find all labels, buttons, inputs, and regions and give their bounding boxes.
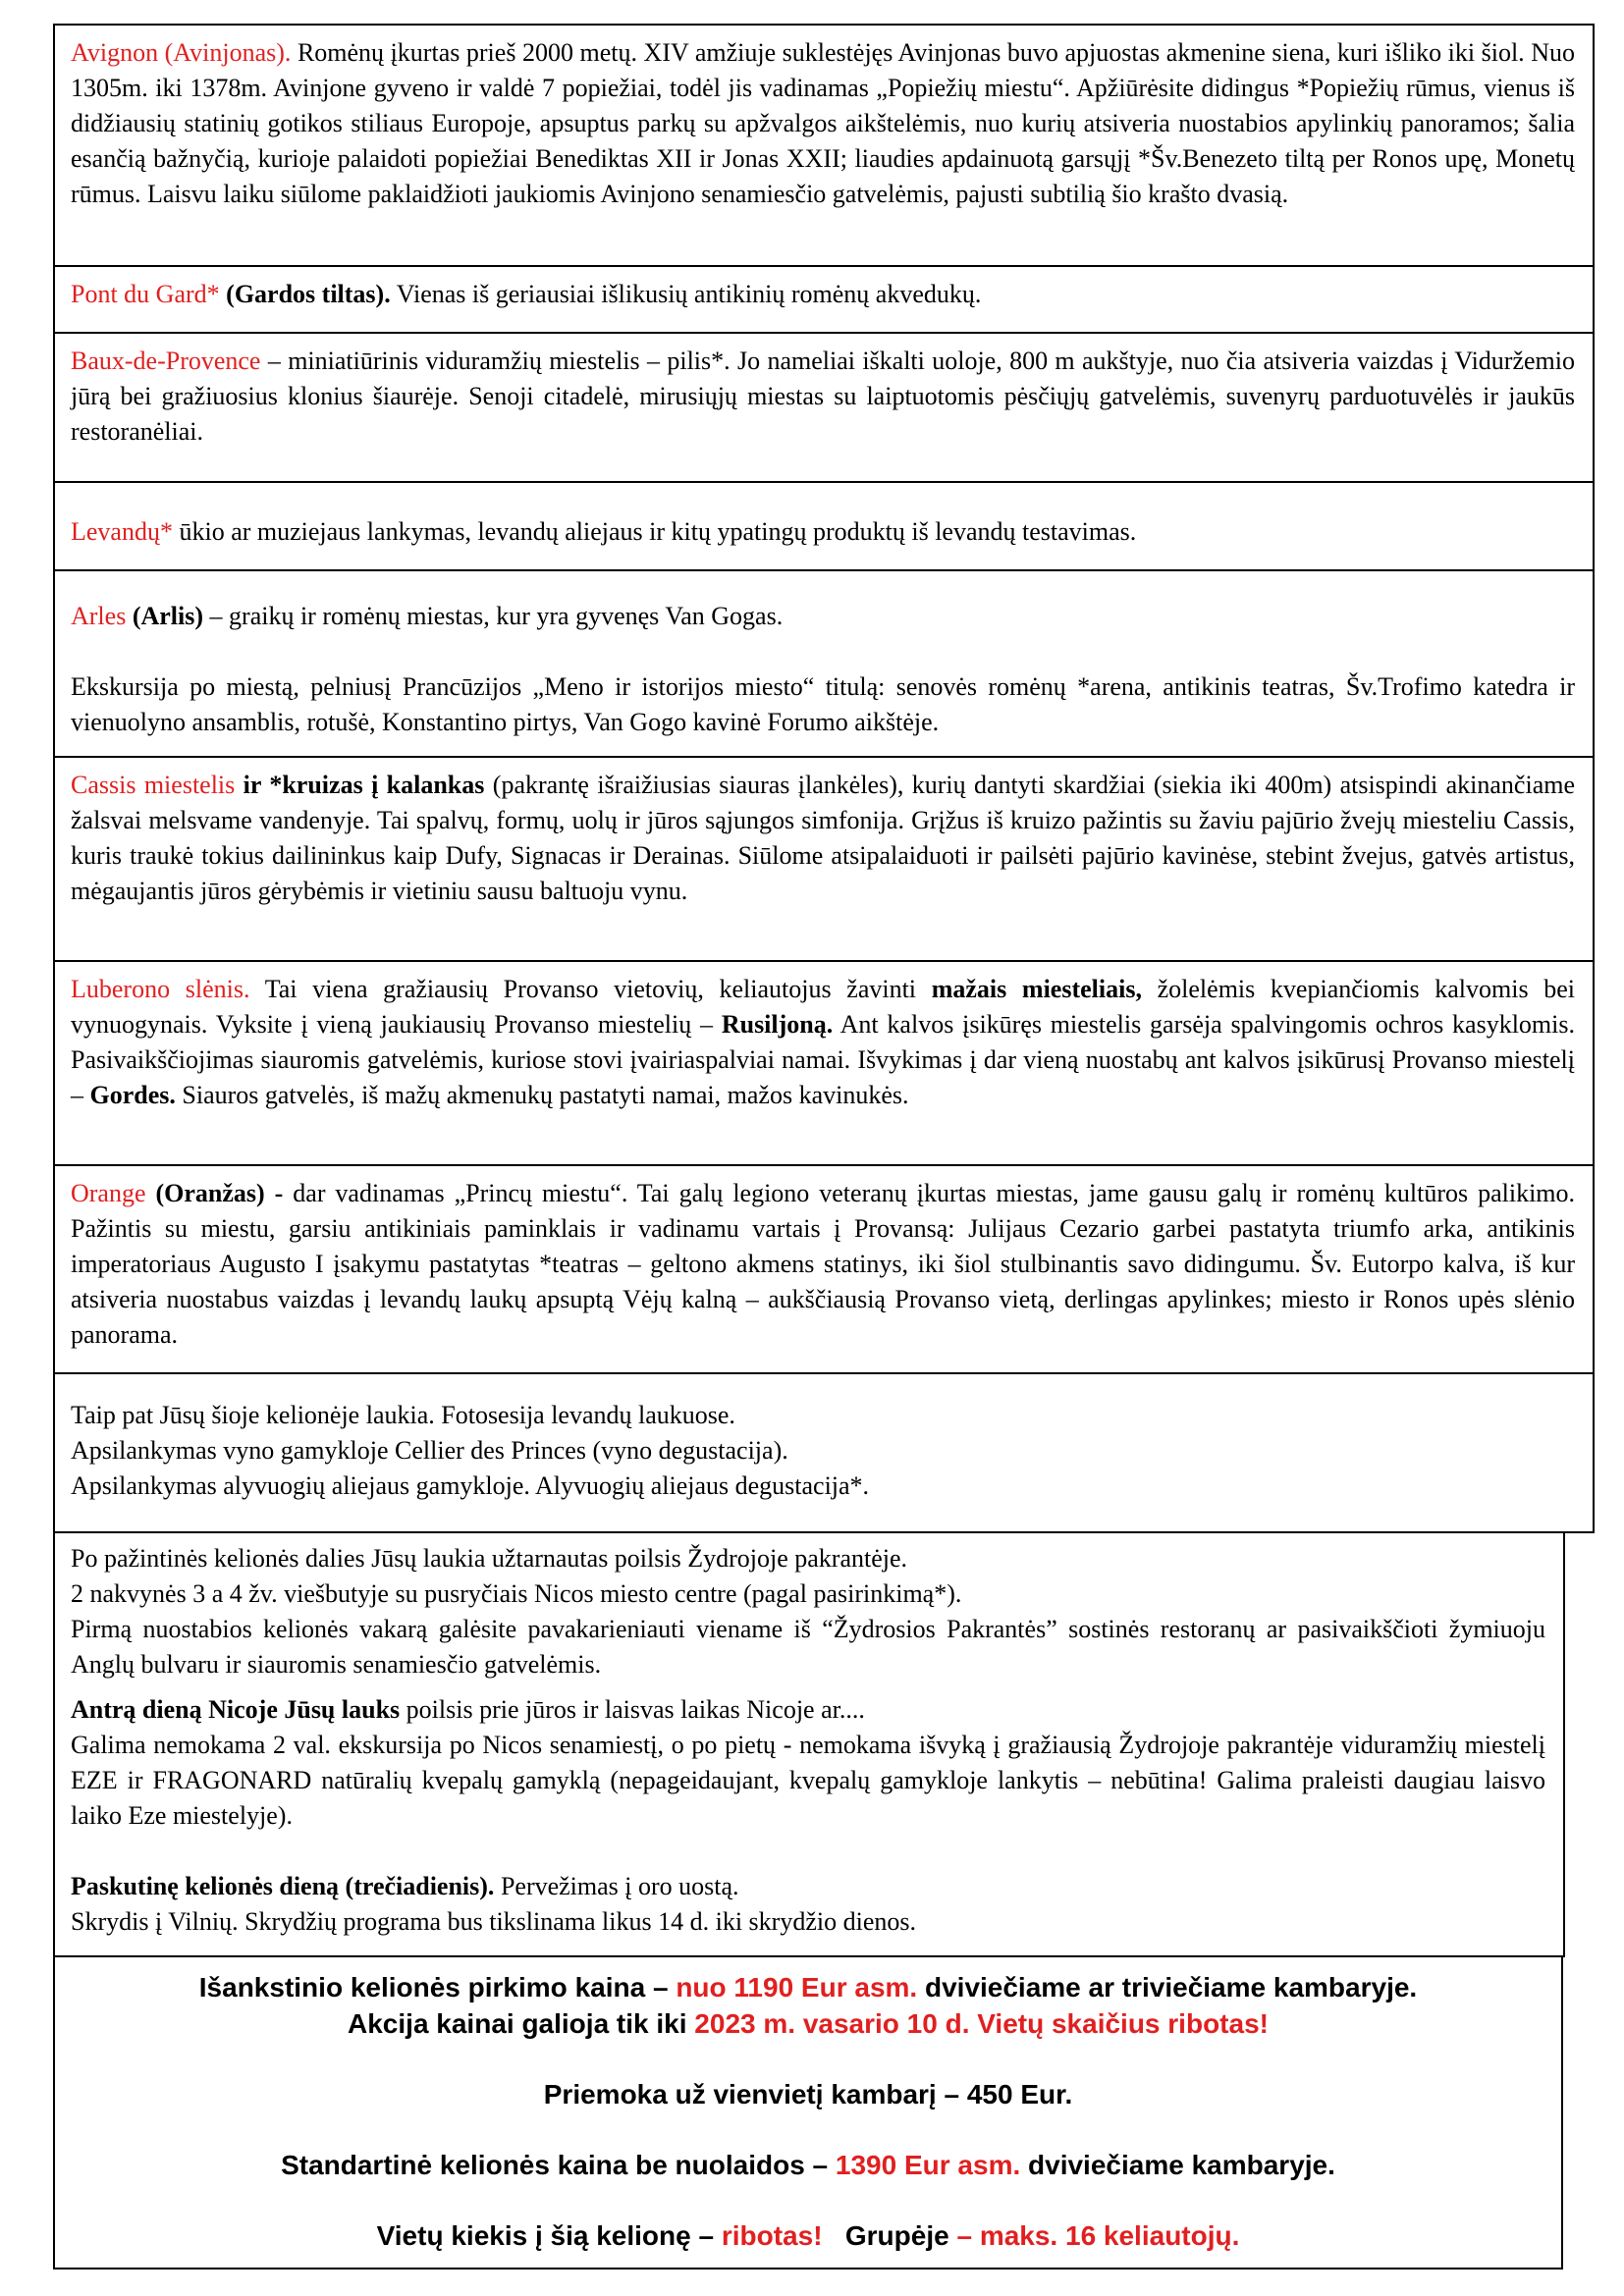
nice-last-day <box>71 1869 1545 1904</box>
nice-flight-info: Skrydis į Vilnių. Skrydžių programa bus tikslinama likus 14 d. iki skrydžio dienos. <box>71 1907 916 1936</box>
nice-last-day-text: Pervežimas į oro uostą. <box>500 1872 739 1900</box>
section-arles <box>53 569 1595 758</box>
single-room-supplement: Priemoka už vienvietį kambarį – 450 Eur. <box>543 2079 1073 2109</box>
orange-subtitle: (Oranžas) - <box>155 1179 284 1207</box>
arles-paragraph <box>71 599 1575 634</box>
section-luberon <box>53 960 1595 1166</box>
early-price-label: Išankstinio kelionės pirkimo kaina – <box>198 1972 669 2002</box>
section-avignon <box>53 24 1595 267</box>
standard-price-value: 1390 Eur asm. <box>835 2150 1021 2180</box>
places-limited: ribotas! <box>721 2220 823 2251</box>
nice-line-1: Po pažintinės kelionės dalies Jūsų laukia užtarnautas poilsis Žydrojoje pakrantėje. <box>71 1544 908 1573</box>
orange-title: Orange <box>71 1179 146 1207</box>
places-label: Vietų kiekis į šią kelionę – <box>376 2220 715 2251</box>
luberon-bold-b: Rusiljoną. <box>721 1010 834 1039</box>
arles-excursion-text: Ekskursija po miestą, pelniusį Prancūzijos „Meno ir istorijos miesto“ titulą: senovės romėnų *arena, antikinis teatras, Šv.Trofimo katedra ir vienuolyno ansamblis, rotušė, Konstantino pirtys, Van Gogo kavinė Forumo aikštėje. <box>71 672 1575 736</box>
early-price-value: nuo 1190 Eur asm. <box>676 1972 918 2002</box>
early-price-room: dviviečiame ar triviečiame kambaryje. <box>924 1972 1418 2002</box>
nice-day-two-detail: Galima nemokama 2 val. ekskursija po Nicos senamiestį, o po pietų - nemokama išvyką į gražiausią Žydrojoje pakrantėje viduramžių miestelį EZE ir FRAGONARD natūralių kvepalų gamyklą (nepageidaujant, kvepalų gamykloje lankytis – nebūtina! Galima praleisti daugiau laisvo laiko Eze miestelyje). <box>71 1731 1545 1830</box>
nice-day-two <box>71 1692 1545 1728</box>
promo-deadline: 2023 m. vasario 10 d. Vietų skaičius ribotas! <box>694 2008 1269 2039</box>
spacer <box>65 2042 1551 2076</box>
levandu-paragraph <box>71 514 1575 550</box>
avignon-paragraph <box>71 35 1575 212</box>
standard-price-label: Standartinė kelionės kaina be nuolaidos – <box>281 2150 829 2180</box>
levandu-text: ūkio ar muziejaus lankymas, levandų aliejaus ir kitų ypatingų produktų iš levandų testavimas. <box>179 517 1137 546</box>
pricing-line-4 <box>65 2147 1551 2183</box>
arles-text: – graikų ir romėnų miestas, kur yra gyvenęs Van Gogas. <box>209 602 784 630</box>
spacer <box>65 2183 1551 2217</box>
baux-text: – miniatiūrinis viduramžių miestelis – pilis*. Jo nameliai iškalti uoloje, 800 m aukštyje, nuo čia atsiveria vaizdas į Viduržemio jūrą bei gražiuosius klonius šiaurėje. Senoji citadelė, mirusiųjų miestas su laiptuotomis pėsčiųjų gatvelėmis, suvenyrų parduotuvėlės ir jaukūs restoranėliai. <box>71 347 1575 446</box>
group-label: Grupėje <box>844 2220 949 2251</box>
pricing-line-2 <box>65 2005 1551 2042</box>
luberon-bold-c: Gordes. <box>89 1081 176 1109</box>
luberon-text-c: Ant kalvos įsikūręs miestelis garsėja spalvingomis ochros kasyklomis. Pasivaikščiojimas siauromis gatvelėmis, kuriose stovi įvairiaspalviai namai. Išvykimas į dar vieną nuostabų ant kalvos įsikūrusį Provanso miestelį – <box>71 1010 1575 1109</box>
baux-title: Baux-de-Provence <box>71 347 261 375</box>
extras-line-3: Apsilankymas alyvuogių aliejaus gamykloje. Alyvuogių aliejaus degustacija*. <box>71 1471 870 1500</box>
luberon-title: Luberono slėnis. <box>71 975 250 1003</box>
levandu-title: Levandų* <box>71 517 173 546</box>
section-baux <box>53 332 1595 483</box>
pricing-line-5 <box>65 2217 1551 2254</box>
spacer <box>65 2112 1551 2147</box>
luberon-bold-a: mažais miesteliais, <box>931 975 1142 1003</box>
pont-subtitle: (Gardos tiltas). <box>226 280 391 308</box>
cassis-cruise: ir *kruizas į kalankas <box>243 771 485 799</box>
cassis-text: (pakrantę išraižiusias siauras įlankėles), kurių dantyti skardžiai (siekia iki 400m) atsispindi akinančiame žalsvai melsvame vandenyje. Tai spalvų, formų, uolų ir jūros sąjungos simfonija. Grįžus iš kruizo pažintis su žaviu pajūrio žvejų miesteliu Cassis, kuris traukė tokius dailininkus kaip Dufy, Signacas ir Derainas. Siūlome atsipalaiduoti ir pailsėti pajūrio kavinėse, stebint žvejus, gatvės artistus, mėgaujantis jūros gėrybėmis ir vietiniu sausu baltuoju vynu. <box>71 771 1576 905</box>
promo-label: Akcija kainai galioja tik iki <box>348 2008 687 2039</box>
nice-last-day-title: Paskutinę kelionės dieną (trečiadienis). <box>71 1872 495 1900</box>
luberon-text-a: Tai viena gražiausių Provanso vietovių, keliautojus žavinti <box>264 975 917 1003</box>
section-cassis <box>53 756 1595 962</box>
pricing-line-1 <box>65 1969 1551 2005</box>
spacer <box>71 634 1575 669</box>
pont-title: Pont du Gard* <box>71 280 220 308</box>
section-orange <box>53 1164 1595 1374</box>
avignon-text: Romėnų įkurtas prieš 2000 metų. XIV amžiuje suklestėjęs Avinjonas buvo apjuostas akmenine siena, kuri išliko iki šiol. Nuo 1305m. iki 1378m. Avinjone gyveno ir valdė 7 popiežiai, todėl jis vadinamas „Popiežių miestu“. Apžiūrėsite didingus *Popiežių rūmus, vienus iš didžiausių statinių gotikos stiliaus Europoje, apsuptus parkų su apžvalgos aikštelėmis, nuo kurių atsiveria nuostabios apylinkių panoramos; šalia esančią bažnyčią, kurioje palaidoti popiežiai Benediktas XII ir Jonas XXII; liaudies apdainuotą garsųjį *Šv.Benezeto tiltą per Ronos upę, Monetų rūmus. Laisvu laiku siūlome paklaidžioti jaukiomis Avinjono senamiesčio gatvelėmis, pajusti subtilią šio krašto dvasią. <box>71 38 1575 208</box>
nice-line-3: Pirmą nuostabios kelionės vakarą galėsite pavakarieniauti viename iš “Žydrosios Pakrantės” sostinės restoranų ar pasivaikščioti žymiuoju Anglų bulvaru ir siauromis senamiesčio gatvelėmis. <box>71 1615 1545 1679</box>
nice-day-two-title: Antrą dieną Nicoje Jūsų lauks <box>71 1695 401 1724</box>
pricing-box <box>53 1955 1563 2269</box>
luberon-text-b: žolelėmis kvepiančiomis kalvomis bei vynuogynais. Vyksite į vieną jaukiausių Provanso miestelių – <box>71 975 1575 1039</box>
pont-paragraph <box>71 277 1575 312</box>
cassis-title: Cassis miestelis <box>71 771 236 799</box>
orange-text: dar vadinamas „Princų miestu“. Tai galų legiono veteranų įkurtas miestas, jame gausu galų ir romėnų kultūros palikimo. Pažintis su miestu, garsiu antikiniais paminklais ir vadinamu vartais į Provansą: Julijaus Cezario garbei pastatyta triumfo arka, antikinis imperatoriaus Augusto I įsakymu pastatytas *teatras – geltono akmens statinys, iki šiol stulbinantis savo didingumu. Šv. Eutorpo kalva, iš kur atsiveria nuostabus vaizdas į levandų laukų apsuptą Vėjų kalną – aukščiausią Provanso vietą, derlingas apylinkes; miesto ir Ronos upės slėnio panorama. <box>71 1179 1576 1349</box>
extras-line-2: Apsilankymas vyno gamykloje Cellier des Princes (vyno degustacija). <box>71 1436 788 1465</box>
luberon-text-d: Siauros gatvelės, iš mažų akmenukų pastatyti namai, mažos kavinukės. <box>182 1081 909 1109</box>
pont-text: Vienas iš geriausiai išlikusių antikinių romėnų akvedukų. <box>396 280 982 308</box>
cassis-paragraph <box>71 768 1575 909</box>
arles-title: Arles <box>71 602 127 630</box>
nice-day-two-text: poilsis prie jūros ir laisvas laikas Nicoje ar.... <box>406 1695 865 1724</box>
spacer <box>71 1834 1545 1869</box>
nice-line-2: 2 nakvynės 3 a 4 žv. viešbutyje su pusryčiais Nicos miesto centre (pagal pasirinkimą*). <box>71 1579 962 1608</box>
luberon-paragraph <box>71 972 1575 1113</box>
extras-line-1: Taip pat Jūsų šioje kelionėje laukia. Fotosesija levandų laukuose. <box>71 1401 735 1429</box>
avignon-title: Avignon (Avinjonas). <box>71 38 292 67</box>
section-pont-du-gard <box>53 265 1595 334</box>
orange-paragraph <box>71 1176 1575 1353</box>
section-nice <box>53 1531 1565 1957</box>
group-max: – maks. 16 keliautojų. <box>956 2220 1240 2251</box>
arles-subtitle: (Arlis) <box>132 602 204 630</box>
standard-price-room: dviviečiame kambaryje. <box>1028 2150 1335 2180</box>
baux-paragraph <box>71 344 1575 450</box>
section-extras <box>53 1372 1595 1533</box>
section-levandu <box>53 481 1595 571</box>
